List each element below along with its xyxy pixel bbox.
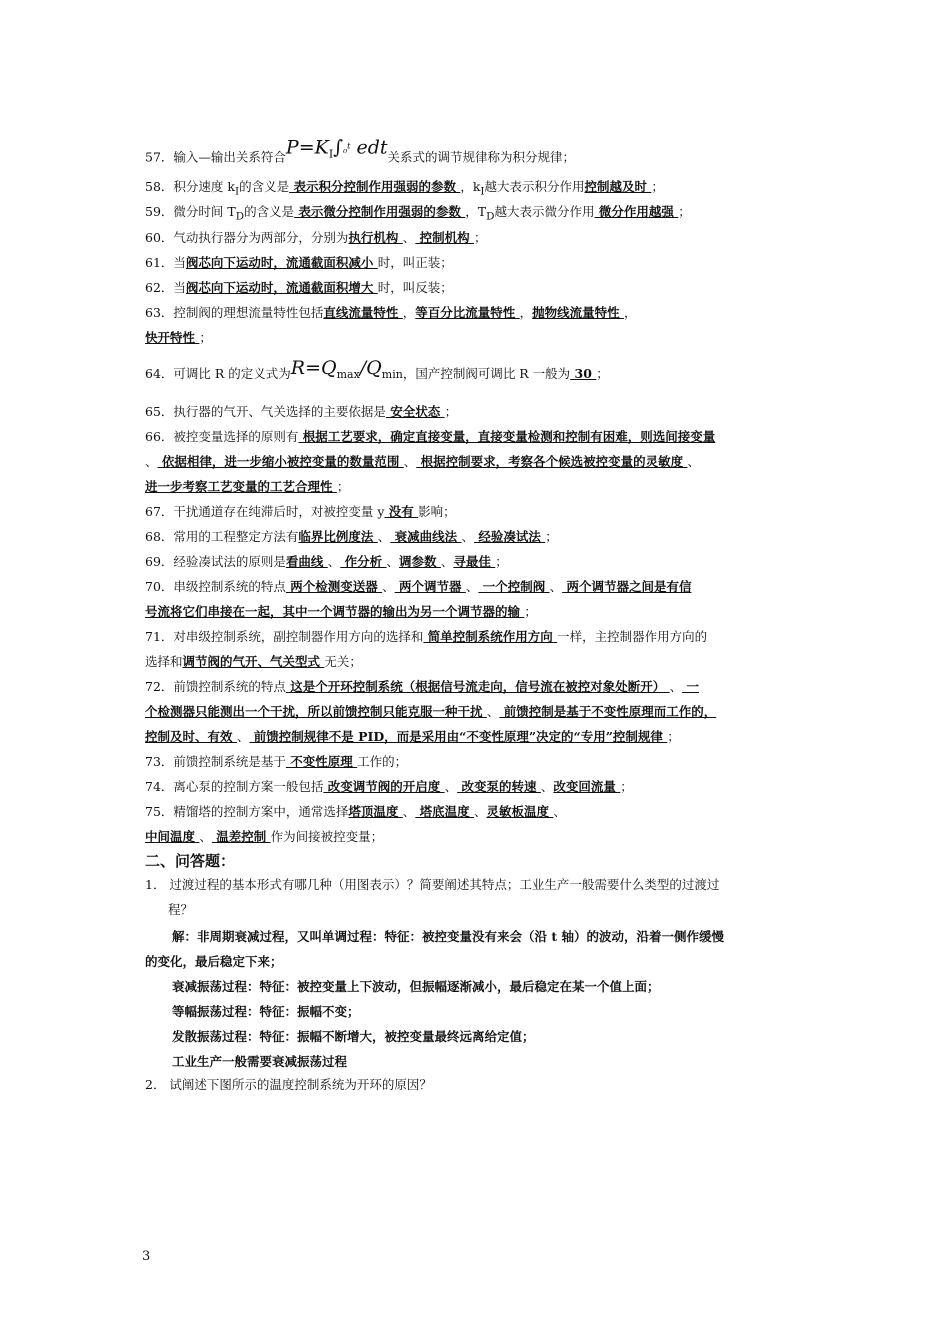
qa1-answer: 发散振荡过程：特征：振幅不断增大，被控变量最终远离给定值； — [172, 1029, 535, 1044]
question-62: 62．当阀芯向下运动时，流通截面积增大 时，叫反装； — [145, 280, 453, 295]
answer-blank: 直线流量特性 — [323, 305, 403, 320]
question-57 — [145, 136, 576, 171]
rangeability-formula: $R=Q_{max}/Q_{min}$ — [290, 357, 403, 381]
question-72-cont: 个检测器只能测出一个干扰，所以前馈控制只能克服一种干扰 、 前馈控制是基于不变性原理而工作的， — [145, 704, 717, 719]
answer-blank: 两个调节器 — [394, 579, 466, 594]
qa1-question: 1． 过渡过程的基本形式有哪几种（用图表示）？简要阐述其特点；工业生产一般需要什么类型的过渡过 — [145, 877, 720, 892]
qa1-answer: 工业生产一般需要衰减振荡过程 — [172, 1054, 348, 1069]
answer-blank: 控制及时、有效 — [145, 729, 237, 744]
answer-blank: 根据工艺要求，确定直接变量，直接变量检测和控制有困难，则选间接变量 — [298, 429, 716, 444]
answer-blank: 一 — [682, 679, 699, 694]
answer-blank: 中间温度 — [145, 829, 200, 844]
question-60: 60．气动执行器分为两部分，分别为执行机构 、 控制机构 ； — [145, 230, 487, 245]
answer-blank: 简单控制系统作用方向 — [423, 629, 558, 644]
qa1-answer: 的变化，最后稳定下来； — [145, 954, 283, 969]
qa1-answer: 衰减振荡过程：特征：被控变量上下波动，但振幅逐渐减小，最后稳定在某一个值上面； — [172, 979, 660, 994]
answer-blank: 改变回流量 — [553, 779, 621, 794]
answer-blank: 表示微分控制作用强弱的参数 — [294, 204, 466, 219]
answer-blank: 控制机构 — [415, 230, 475, 245]
answer-blank: 号流将它们串接在一起，其中一个调节器的输出为另一个调节器的输 — [145, 604, 525, 619]
qa1-answer: 等幅振荡过程：特征：振幅不变； — [172, 1004, 360, 1019]
question-59: 59．微分时间 $T_D$的含义是 表示微分控制作用强弱的参数 ，$T_D$越大表示微分作用 微分作用越强 ； — [145, 204, 691, 223]
qa1-question-cont: 程？ — [168, 902, 194, 917]
answer-blank: 控制越及时 — [584, 179, 652, 194]
answer-blank: 这是个开环控制系统（根据信号流走向，信号流在被控对象处断开） — [285, 679, 670, 694]
answer-blank: 调节阀的气开、气关型式 — [182, 654, 325, 669]
answer-blank: 调参数 — [399, 554, 441, 569]
q57-text-end: 关系式的调节规律称为积分规律； — [387, 149, 576, 165]
question-65: 65．执行器的气开、气关选择的主要依据是 安全状态 ； — [145, 404, 458, 419]
answer-blank: 阀芯向下运动时，流通截面积增大 — [185, 280, 378, 295]
answer-blank: 温差控制 — [211, 829, 271, 844]
answer-blank: 不变性原理 — [285, 754, 358, 769]
answer-blank: 根据控制要求，考察各个候选被控变量的灵敏度 — [416, 454, 688, 469]
answer-blank: 寻最佳 — [453, 554, 496, 569]
answer-blank: 抛物线流量特性 — [532, 305, 625, 320]
answer-blank: 经验凑试法 — [474, 529, 546, 544]
qa1-answer: 解：非周期衰减过程，又叫单调过程：特征：被控变量没有来会（沿 t 轴）的波动，沿着一侧作缓慢 — [172, 929, 724, 944]
section-heading: 二、问答题： — [145, 852, 236, 870]
answer-blank: 等百分比流量特性 — [415, 305, 520, 320]
question-69: 69．经验凑试法的原则是看曲线 、 作分析 、调参数 、寻最佳 ； — [145, 554, 508, 569]
question-71: 71．对串级控制系统，副控制器作用方向的选择和 简单控制系统作用方向 一样，主控制器作用方向的 — [145, 629, 708, 644]
answer-blank: 塔顶温度 — [348, 804, 403, 819]
qa2-question: 2． 试阐述下图所示的温度控制系统为开环的原因？ — [145, 1077, 432, 1092]
answer-blank: 依据相律，进一步缩小被控变量的数量范围 — [157, 454, 404, 469]
page-number: 3 — [142, 1249, 151, 1264]
answer-blank: 改变泵的转速 — [457, 779, 541, 794]
answer-blank: 进一步考察工艺变量的工艺合理性 — [145, 479, 337, 494]
question-74: 74．离心泵的控制方案一般包括 改变调节阀的开启度 、 改变泵的转速 、改变回流量 ； — [145, 779, 633, 794]
answer-blank: 两个检测变送器 — [285, 579, 383, 594]
question-58: 58．积分速度 $k_I$的含义是 表示积分控制作用强弱的参数 ，$k_I$越大表示积分作用控制越及时 ； — [145, 179, 664, 198]
answer-blank: 看曲线 — [285, 554, 328, 569]
question-63: 63．控制阀的理想流量特性包括直线流量特性 ，等百分比流量特性 ，抛物线流量特性 ， — [145, 305, 637, 320]
question-70-cont: 号流将它们串接在一起，其中一个调节器的输出为另一个调节器的输 ； — [145, 604, 537, 619]
answer-blank: 个检测器只能测出一个干扰，所以前馈控制只能克服一种干扰 — [145, 704, 487, 719]
question-63-cont: 快开特性 ； — [145, 330, 212, 345]
answer-blank: 没有 — [384, 504, 419, 519]
answer-blank: 快开特性 — [145, 330, 200, 345]
answer-blank: 执行机构 — [348, 230, 403, 245]
question-75-cont: 中间温度 、 温差控制 作为间接被控变量； — [145, 829, 384, 844]
question-71-cont: 选择和调节阀的气开、气关型式 无关； — [145, 654, 362, 669]
question-64: 64．可调比 R 的定义式为$R=Q_{max}/Q_{min}$，国产控制阀可调比 R 一般为 30 ； — [145, 362, 609, 387]
answer-blank: 一个控制阀 — [478, 579, 550, 594]
question-67: 67．干扰通道存在纯滞后时，对被控变量 y 没有 影响； — [145, 504, 456, 519]
answer-blank: 作分析 — [340, 554, 387, 569]
question-72: 72．前馈控制系统的特点 这是个开环控制系统（根据信号流走向，信号流在被控对象处断开） 、 一 — [145, 679, 699, 694]
question-66-cont2: 进一步考察工艺变量的工艺合理性 ； — [145, 479, 350, 494]
question-73: 73．前馈控制系统是基于 不变性原理 工作的； — [145, 754, 408, 769]
question-66: 66．被控变量选择的原则有 根据工艺要求，确定直接变量，直接变量检测和控制有困难，则选间接变量 — [145, 429, 716, 444]
question-68: 68．常用的工程整定方法有临界比例度法 、 衰减曲线法 、 经验凑试法 ； — [145, 529, 558, 544]
question-72-cont2: 控制及时、有效 、 前馈控制规律不是 PID，而是采用由“不变性原理”决定的“专用”控制规律 ； — [145, 729, 680, 744]
answer-blank: 衰减曲线法 — [390, 529, 462, 544]
question-61: 61．当阀芯向下运动时，流通截面积减小 时，叫正装； — [145, 255, 453, 270]
answer-blank: 微分作用越强 — [594, 204, 679, 219]
question-75: 75．精馏塔的控制方案中，通常选择塔顶温度 、 塔底温度 、灵敏板温度 、 — [145, 804, 566, 819]
question-70: 70．串级控制系统的特点 两个检测变送器 、 两个调节器 、 一个控制阀 、 两个调节器之间是有信 — [145, 579, 692, 594]
answer-blank: 安全状态 — [385, 404, 445, 419]
answer-blank: 灵敏板温度 — [486, 804, 554, 819]
integral-formula: $P=K_I\int_0^t$ edt — [285, 136, 388, 161]
answer-blank: 表示积分控制作用强弱的参数 — [289, 179, 461, 194]
answer-blank: 前馈控制是基于不变性原理而工作的， — [499, 704, 717, 719]
answer-blank: 改变调节阀的开启度 — [323, 779, 445, 794]
answer-blank: 30 — [570, 366, 597, 381]
answer-blank: 塔底温度 — [415, 804, 475, 819]
question-66-cont: 、 依据相律，进一步缩小被控变量的数量范围 、 根据控制要求，考察各个候选被控变量的灵敏度 、 — [145, 454, 700, 469]
q57-text: 57．输入—输出关系符合 — [145, 149, 286, 165]
answer-blank: 阀芯向下运动时，流通截面积减小 — [185, 255, 378, 270]
answer-blank: 前馈控制规律不是 PID，而是采用由“不变性原理”决定的“专用”控制规律 — [249, 729, 668, 744]
answer-blank: 临界比例度法 — [298, 529, 378, 544]
answer-blank: 两个调节器之间是有信 — [562, 579, 692, 594]
